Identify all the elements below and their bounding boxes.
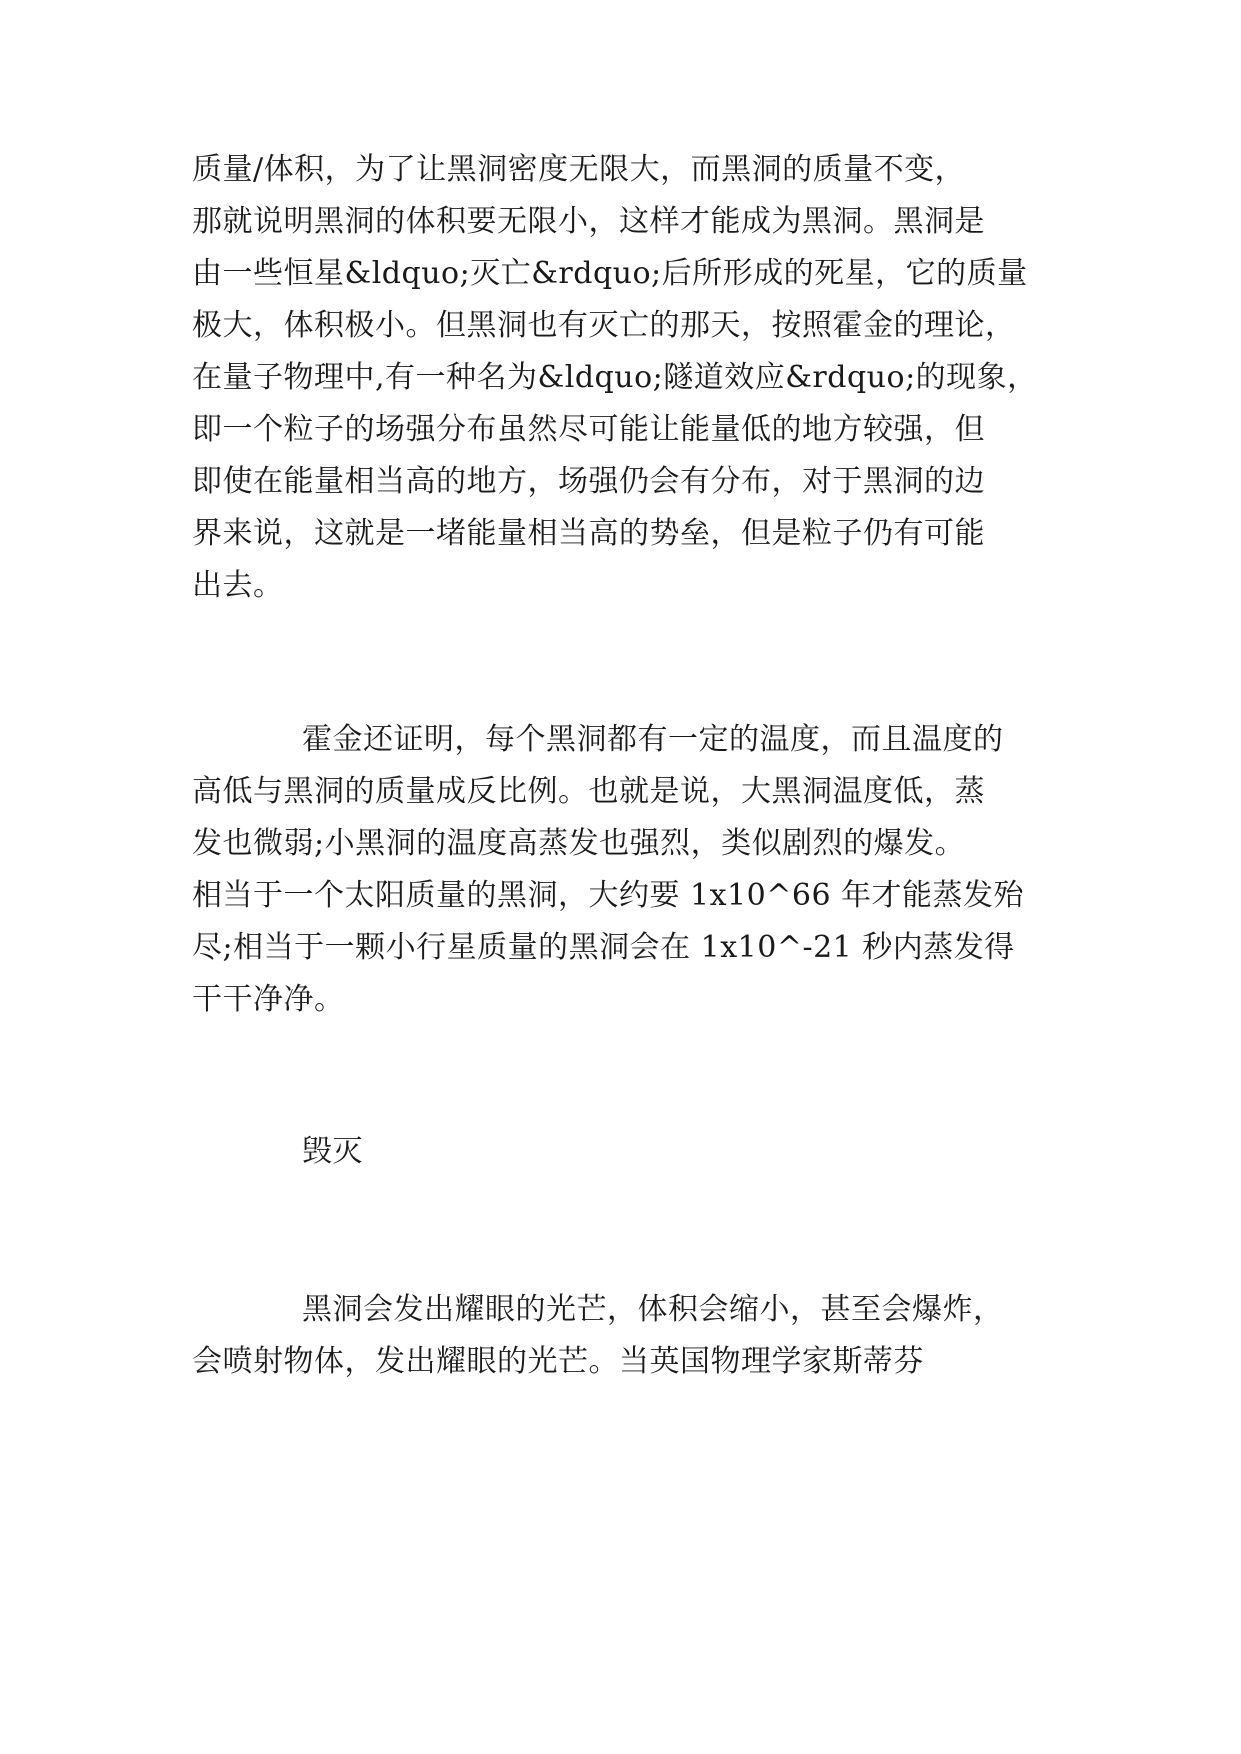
text-line: 霍金还证明，每个黑洞都有一定的温度，而且温度的 xyxy=(302,722,1004,757)
text-line: 在量子物理中,有一种名为&ldquo;隧道效应&rdquo;的现象， xyxy=(192,360,1038,395)
text-line: 干干净净。 xyxy=(192,982,345,1017)
text-line: 极大，体积极小。但黑洞也有灭亡的那天，按照霍金的理论， xyxy=(192,308,1016,343)
text-line: 尽;相当于一颗小行星质量的黑洞会在 1x10^-21 秒内蒸发得 xyxy=(192,930,1015,965)
section-heading: 毁灭 xyxy=(302,1134,363,1169)
text-line: 高低与黑洞的质量成反比例。也就是说，大黑洞温度低，蒸 xyxy=(192,774,985,809)
text-line: 质量/体积，为了让黑洞密度无限大，而黑洞的质量不变， xyxy=(192,152,966,187)
text-line: 相当于一个太阳质量的黑洞，大约要 1x10^66 年才能蒸发殆 xyxy=(192,878,1025,913)
text-line: 发也微弱;小黑洞的温度高蒸发也强烈，类似剧烈的爆发。 xyxy=(192,826,966,861)
text-line: 那就说明黑洞的体积要无限小，这样才能成为黑洞。黑洞是 xyxy=(192,204,985,239)
text-line: 会喷射物体，发出耀眼的光芒。当英国物理学家斯蒂芬 xyxy=(192,1344,924,1379)
text-line: 由一些恒星&ldquo;灭亡&rdquo;后所形成的死星，它的质量 xyxy=(192,256,1028,291)
text-line: 即使在能量相当高的地方，场强仍会有分布，对于黑洞的边 xyxy=(192,464,985,499)
text-line: 黑洞会发出耀眼的光芒，体积会缩小，甚至会爆炸， xyxy=(302,1292,1004,1327)
text-line: 即一个粒子的场强分布虽然尽可能让能量低的地方较强，但 xyxy=(192,412,985,447)
text-line: 界来说，这就是一堵能量相当高的势垒，但是粒子仍有可能 xyxy=(192,516,985,551)
text-line: 出去。 xyxy=(192,568,284,603)
